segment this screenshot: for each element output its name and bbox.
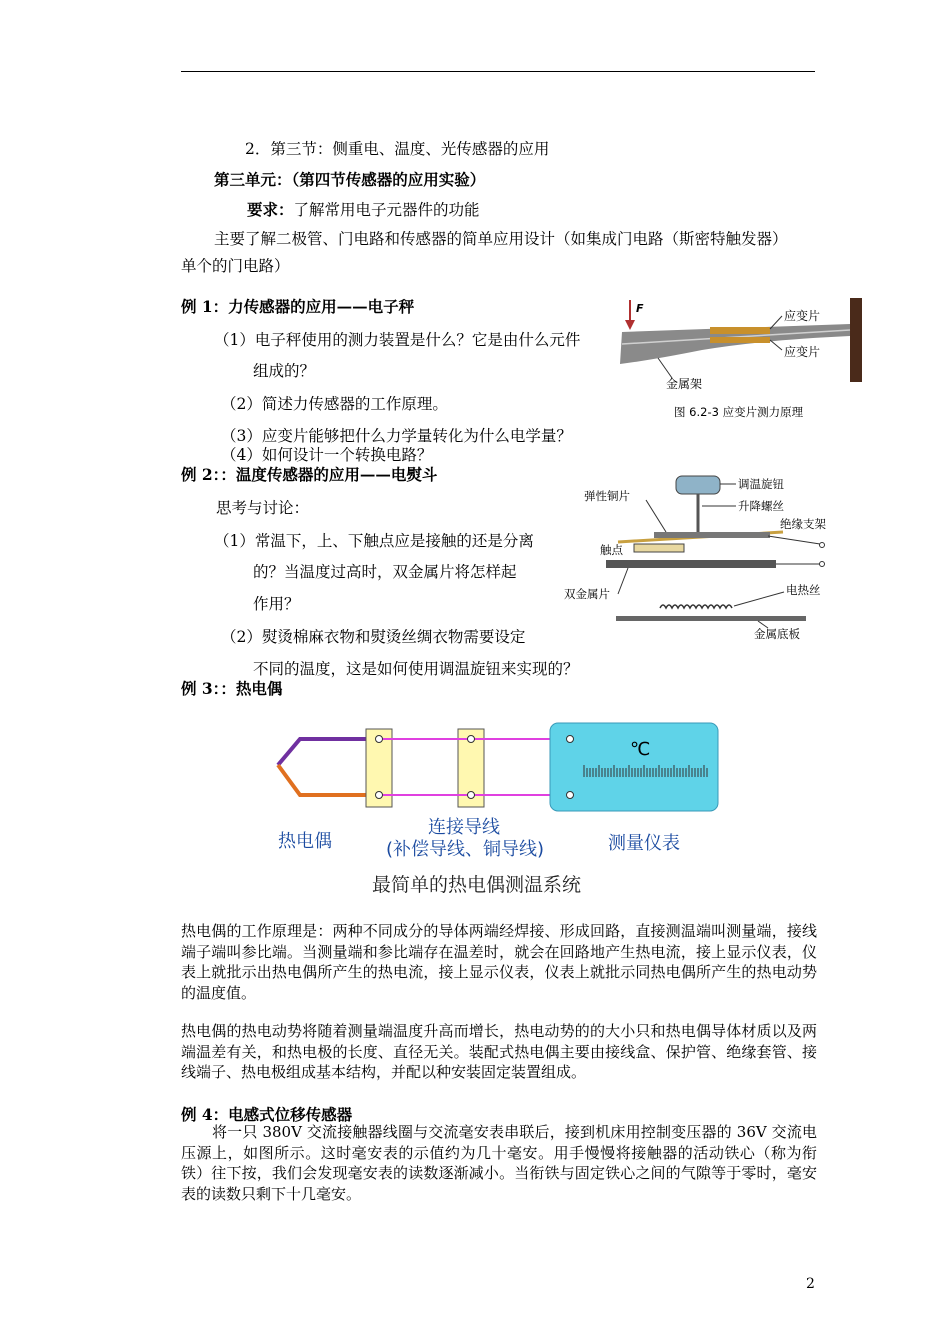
ex2-q2a: （2）熨烫棉麻衣物和熨烫丝绸衣物需要设定 <box>221 628 526 646</box>
label-bimetal: 双金属片 <box>564 587 610 601</box>
force-label: F <box>636 302 644 315</box>
metal-base <box>616 616 806 621</box>
ex3-title: 例 3：：热电偶 <box>181 679 283 698</box>
meter-box <box>550 723 718 811</box>
label-gauge-top: 应变片 <box>784 309 821 323</box>
wall-post <box>850 298 862 382</box>
label-wire-line2: (补偿导线、铜导线) <box>386 839 545 860</box>
fig1-caption: 图 6.2-3 应变片测力原理 <box>674 405 804 419</box>
ex3-para1: 热电偶的工作原理是：两种不同成分的导体两端经焊接、形成回路，直接测温端叫测量端，接线端子端叫参比端。当测量端和参比端存在温差时，就会在回路地产生热电流，接上显示仪表，仪表上就批示出热电偶所产生的热电流，接上显示仪表，仪表上就批示同热电偶所产生的热电动势的温度值。 <box>181 922 817 1002</box>
label-contact: 触点 <box>600 543 623 557</box>
label-heater: 电热丝 <box>786 583 821 597</box>
ex1-title: 例 1：力传感器的应用——电子秤 <box>181 297 415 316</box>
gauge-bottom <box>710 337 770 343</box>
ex2-q2b: 不同的温度，这是如何使用调温旋钮来实现的？ <box>253 660 579 678</box>
ex4-para: 将一只 380V 交流接触器线圈与交流毫安表串联后，接到机床用控制变压器的 36V 交流电压源上，如图所示。这时毫安表的示值约为几十毫安。用手慢慢将接触器的活动铁心（称为衔铁）往下按，我们会发现毫安表的读数逐渐减小。当衔铁与固定铁心之间的气隙等于零时，毫安表的读数只剩下十几毫安。 <box>181 1123 817 1203</box>
ex1-q2: （2）简述力传感器的工作原理。 <box>221 395 448 413</box>
fig3-caption: 最简单的热电偶测温系统 <box>372 874 582 896</box>
heater-coil <box>660 605 732 608</box>
requirement-label: 要求： <box>247 200 294 219</box>
meter-unit: ℃ <box>630 739 651 760</box>
ex2-q1b: 的？当温度过高时，双金属片将怎样起 <box>253 563 517 581</box>
gauge-top <box>710 327 770 334</box>
conductor-a <box>278 739 378 765</box>
label-gauge-bottom: 应变片 <box>784 345 821 359</box>
strain-gauge-figure <box>612 292 868 428</box>
ex3-para2: 热电偶的热电动势将随着测量端温度升高而增长，热电动势的的大小只和热电偶导体材质以及两端温差有关，和热电极的长度、直径无关。装配式热电偶主要由接线盒、保护管、绝缘套管、接线端子、热电极组成基本结构，并配以种安装固定装置组成。 <box>181 1022 817 1081</box>
item-2-text: 2．第三节：侧重电、温度、光传感器的应用 <box>245 140 550 158</box>
intro-line-1: 主要了解二极管、门电路和传感器的简单应用设计（如集成门电路（斯密特触发器） <box>214 230 788 248</box>
label-copper: 弹性铜片 <box>584 489 630 503</box>
contact-points <box>634 544 684 552</box>
ex1-q1b: 组成的？ <box>253 362 316 380</box>
requirement-text: 了解常用电子元器件的功能 <box>293 201 480 219</box>
page-number: 2 <box>806 1276 815 1292</box>
conductor-b <box>278 765 378 795</box>
ex2-q1a: （1）常温下，上、下触点应是接触的还是分离 <box>214 532 534 550</box>
unit3-heading: 第三单元：（第四节传感器的应用实验） <box>214 170 486 189</box>
header-rule <box>181 71 815 72</box>
label-knob: 调温旋钮 <box>738 477 784 491</box>
ex2-think: 思考与讨论： <box>216 499 310 517</box>
ex2-title: 例 2：：温度传感器的应用——电熨斗 <box>181 465 438 484</box>
bimetal-strip <box>606 560 776 568</box>
ex1-q1a: （1）电子秤使用的测力装置是什么？它是由什么元件 <box>214 331 581 349</box>
ex2-q1c: 作用？ <box>253 595 300 613</box>
ex1-q3: （3）应变片能够把什么力学量转化为什么电学量？ <box>221 427 572 445</box>
knob-shape <box>676 476 720 494</box>
thermocouple-figure <box>270 715 730 900</box>
intro-line-2: 单个的门电路） <box>181 257 290 275</box>
iron-figure <box>558 470 842 650</box>
label-screw: 升降螺丝 <box>738 499 784 513</box>
label-wire-line1: 连接导线 <box>428 817 500 838</box>
label-thermocouple: 热电偶 <box>278 831 332 852</box>
label-frame: 金属架 <box>666 377 703 391</box>
requirement-line <box>247 198 480 220</box>
force-arrow-head <box>625 320 635 330</box>
label-base: 金属底板 <box>754 627 800 641</box>
ex4-title: 例 4：电感式位移传感器 <box>181 1105 353 1124</box>
label-meter: 测量仪表 <box>608 833 680 854</box>
ex1-q4: （4）如何设计一个转换电路？ <box>221 446 433 464</box>
support-bar <box>654 532 770 538</box>
label-support: 绝缘支架 <box>780 517 826 531</box>
